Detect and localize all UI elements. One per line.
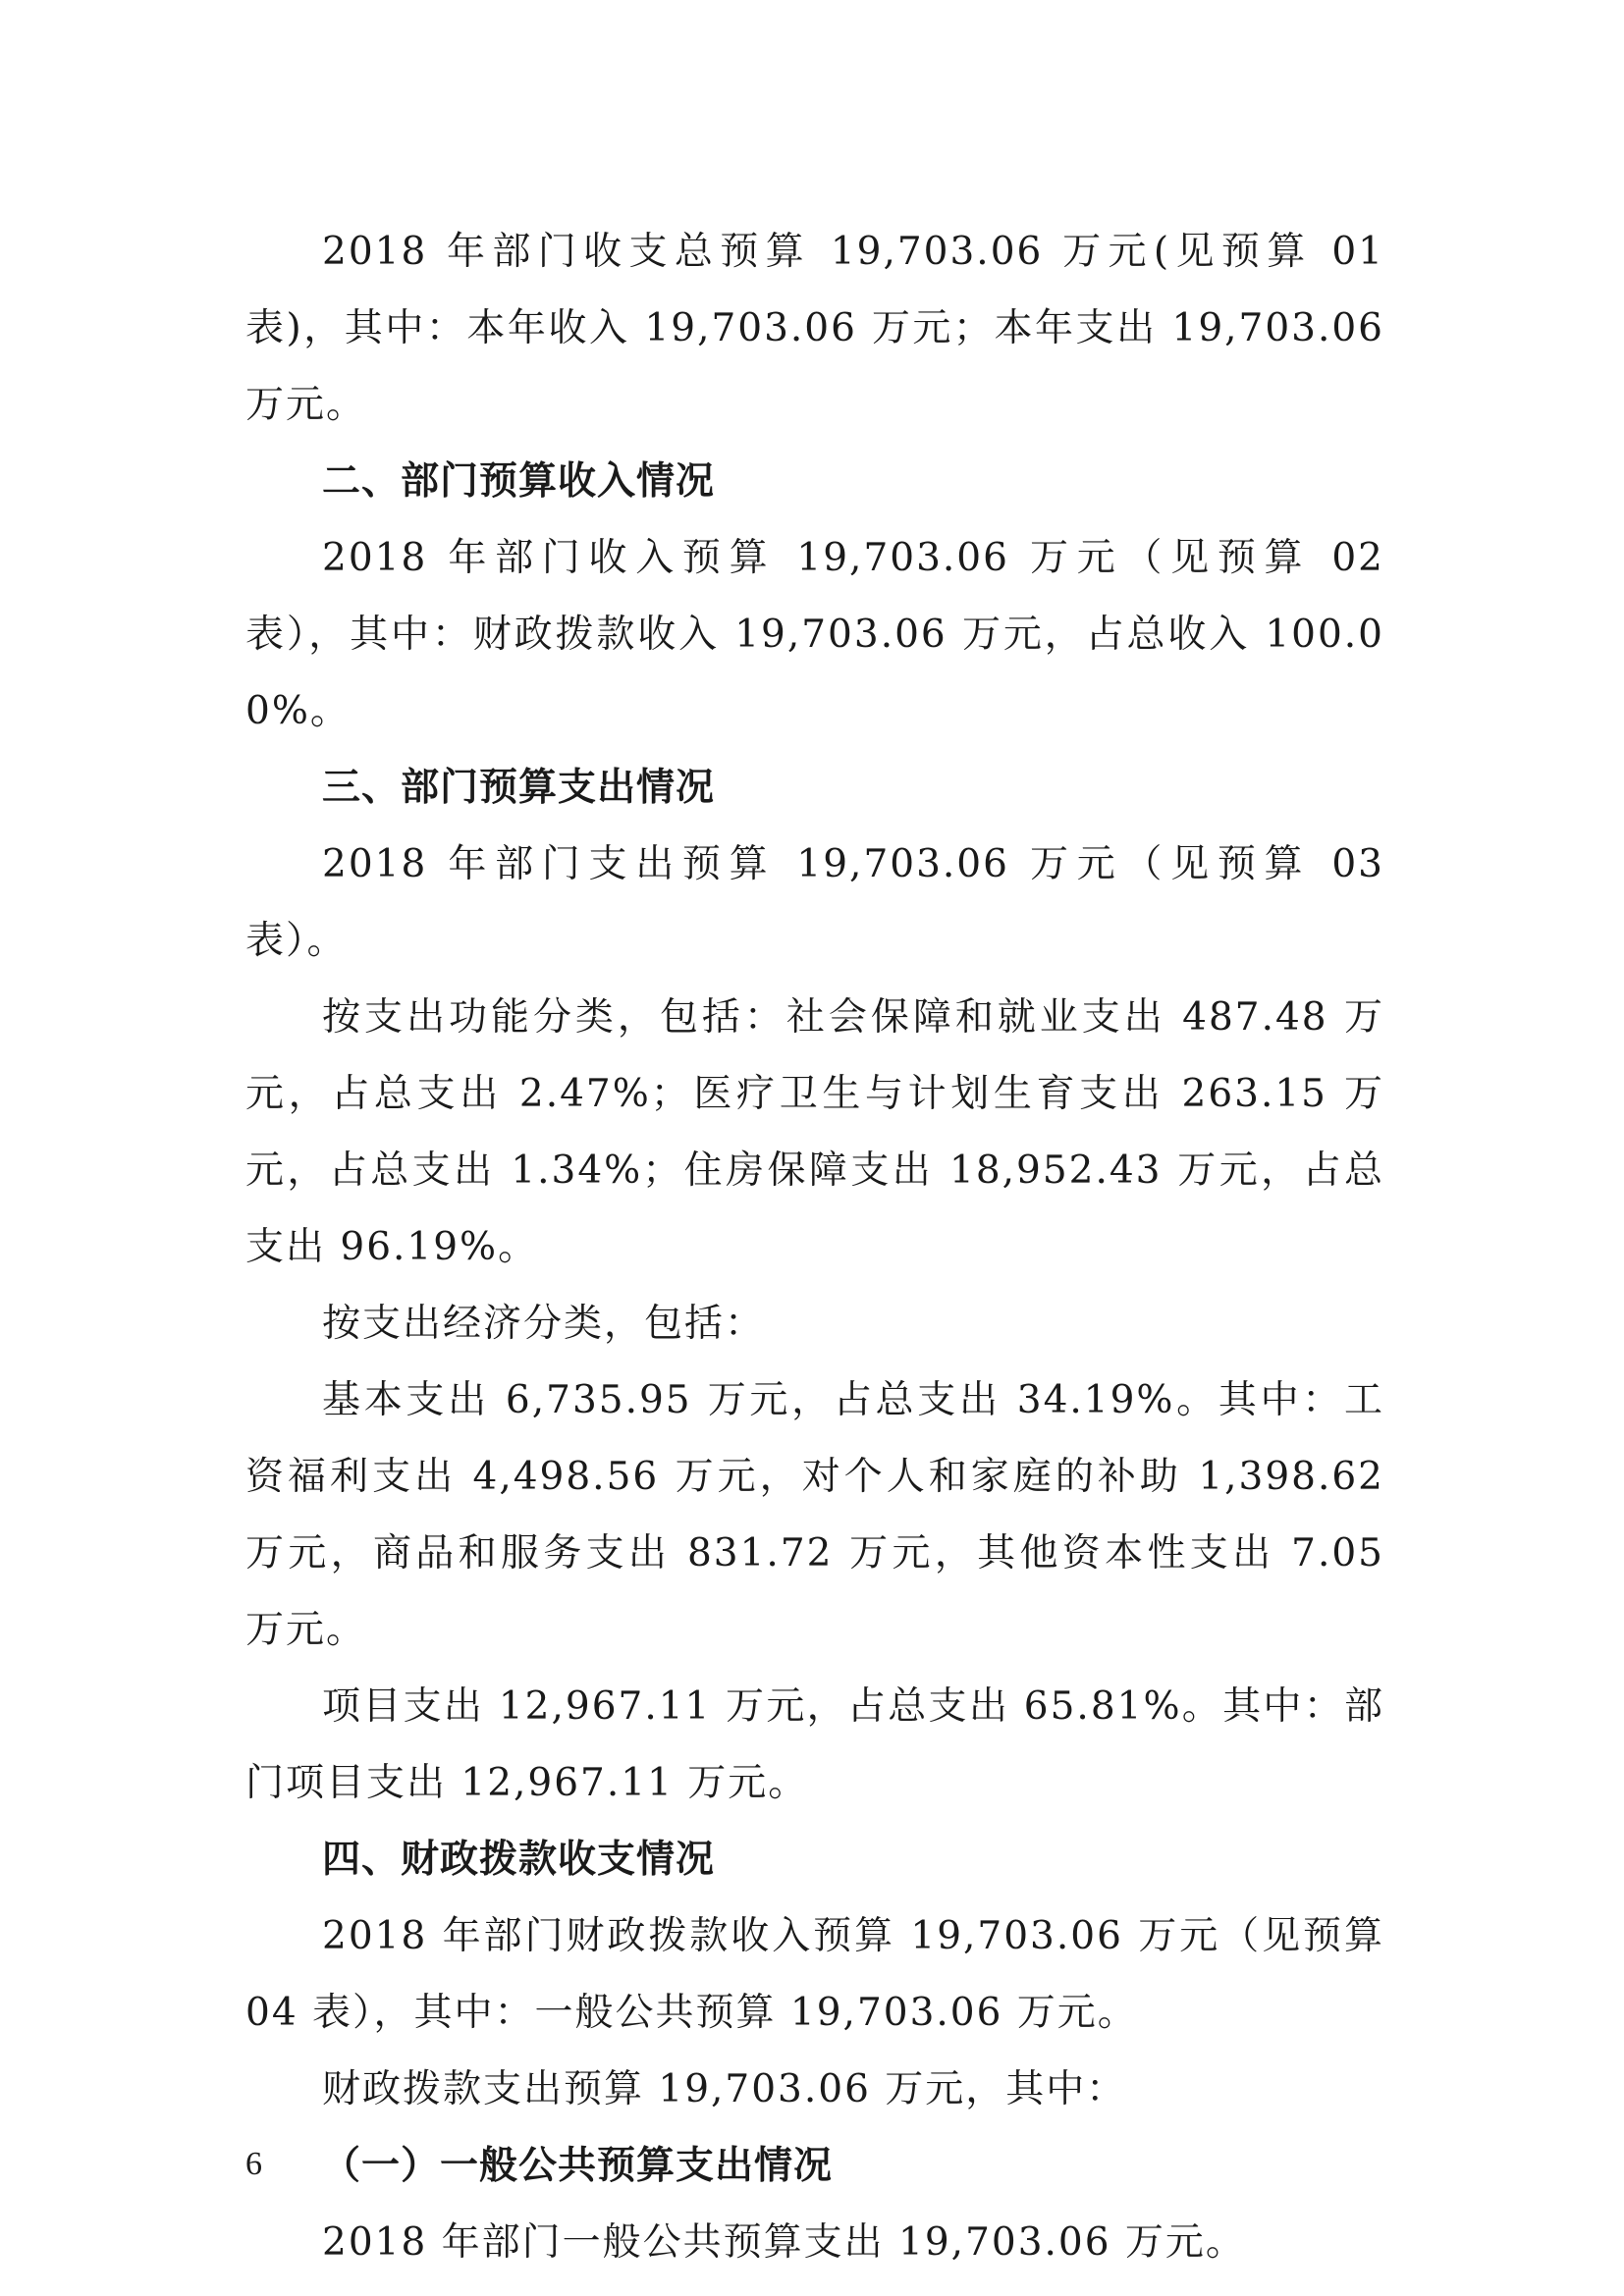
body-text xyxy=(245,214,1384,2281)
paragraph-fiscal-expenditure: 财政拨款支出预算 19,703.06 万元，其中： xyxy=(322,2067,1127,2111)
paragraph-basic-expenditure: 基本支出 6,735.95 万元，占总支出 34.19%。其中：工资福利支出 4,498.56 万元，对个人和家庭的补助 1,398.62 万元，商品和服务支出 831.72 万元，其他资本性支出 7.05 万元。 xyxy=(245,1378,1384,1652)
heading-income: 二、部门预算收入情况 xyxy=(322,459,716,504)
paragraph-functional-classification: 按支出功能分类，包括：社会保障和就业支出 487.48 万元，占总支出 2.47%；医疗卫生与计划生育支出 263.15 万元，占总支出 1.34%；住房保障支出 18,952.43 万元，占总支出 96.19%。 xyxy=(245,995,1384,1269)
paragraph-fiscal-income: 2018 年部门财政拨款收入预算 19,703.06 万元（见预算 04 表），其中：一般公共预算 19,703.06 万元。 xyxy=(245,1914,1384,2035)
paragraph-general-public-expenditure: 2018 年部门一般公共预算支出 19,703.06 万元。 xyxy=(322,2220,1246,2265)
paragraph-project-expenditure: 项目支出 12,967.11 万元，占总支出 65.81%。其中：部门项目支出 12,967.11 万元。 xyxy=(245,1684,1384,1805)
paragraph-expenditure-budget: 2018 年部门支出预算 19,703.06 万元（见预算 03 表）。 xyxy=(245,842,1384,963)
heading-general-public-budget: （一）一般公共预算支出情况 xyxy=(322,2144,834,2188)
paragraph-total-budget: 2018 年部门收支总预算 19,703.06 万元(见预算 01 表)，其中：本年收入 19,703.06 万元；本年支出 19,703.06 万元。 xyxy=(245,230,1384,427)
paragraph-income-budget: 2018 年部门收入预算 19,703.06 万元（见预算 02 表），其中：财政拨款收入 19,703.06 万元，占总收入 100.00%。 xyxy=(245,536,1384,733)
page-number: 6 xyxy=(245,2146,262,2182)
paragraph-economic-classification: 按支出经济分类，包括： xyxy=(322,1302,766,1346)
heading-fiscal-appropriation: 四、财政拨款收支情况 xyxy=(322,1838,716,1882)
heading-expenditure: 三、部门预算支出情况 xyxy=(322,766,716,810)
